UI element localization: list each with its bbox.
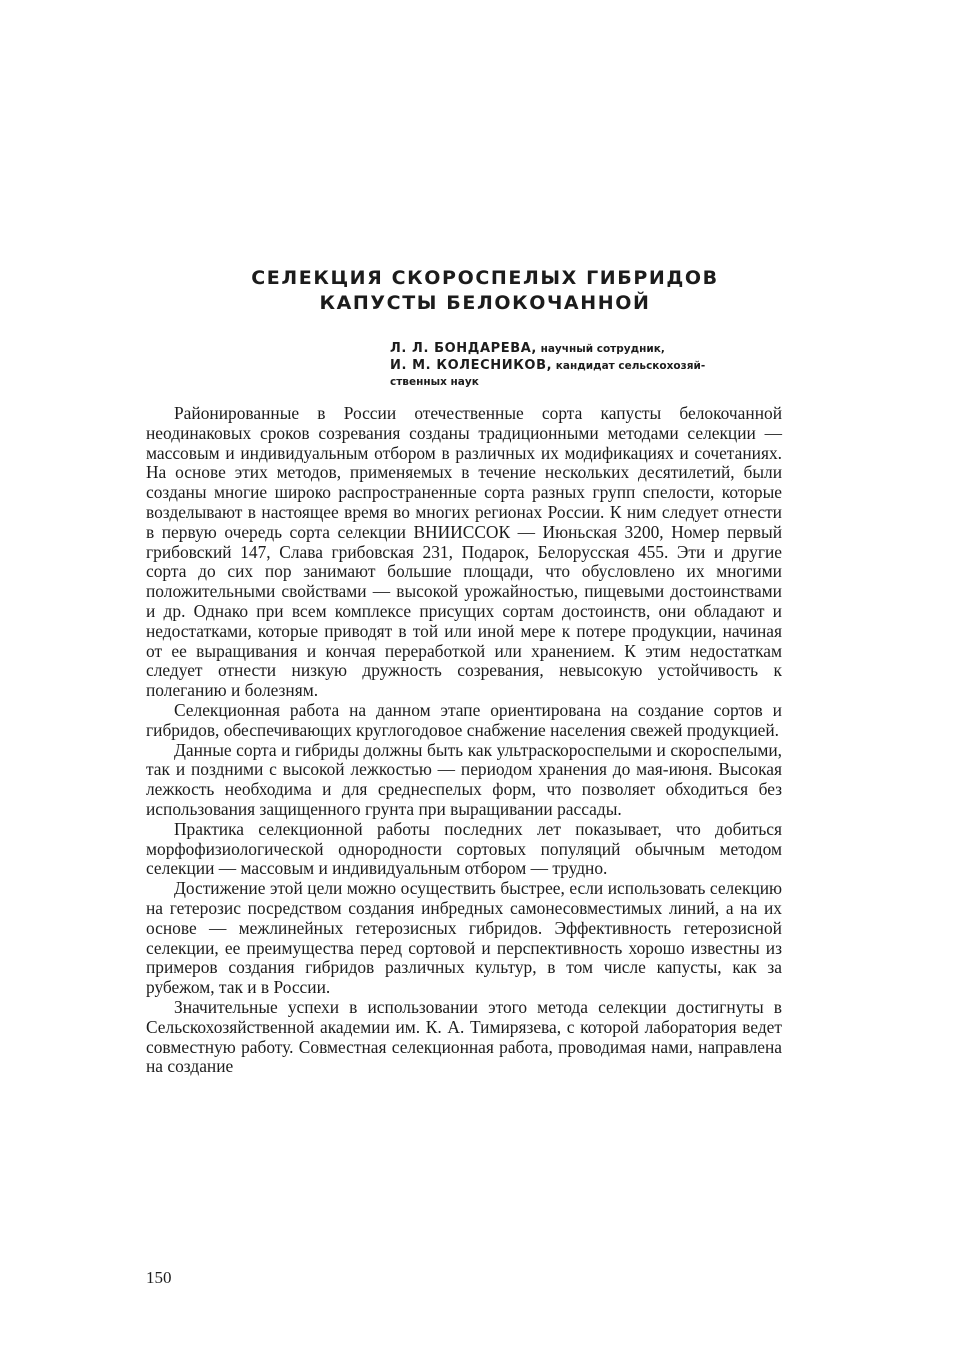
paragraph: Значительные успехи в использовании этого метода селекции достигнуты в Сельскохозяйственной академии им. К. А. Тимирязева, с которой лаборатория ведет совместную работу. Совместная селекционная работа, проводимая нами, направлена на создание [146, 996, 782, 1077]
author-role: научный сотрудник, [540, 343, 665, 355]
paragraph: Практика селекционной работы последних лет показывает, что добиться морфофизиологической однородности сортовых популяций обычным методом селекции — массовым и индивидуальным отбором — трудно. [146, 818, 782, 879]
author-line-2 [390, 357, 810, 374]
title-line-2: КАПУСТЫ БЕЛОКОЧАННОЙ [319, 292, 651, 314]
author-role-continuation: ственных наук [390, 376, 479, 388]
paragraph: Достижение этой цели можно осуществить быстрее, если использовать селекцию на гетерозис посредством создания инбредных самонесовместимых линий, а на их основе — межлинейных гетерозисных гибридов. Эффективность гетерозисной селекции, ее преимущества перед сортовой и перспективность хорошо известны из примеров создания гибридов различных культур, в том числе капусты, как за рубежом, так и в России. [146, 878, 782, 998]
article-body [146, 404, 782, 1077]
author-role: кандидат сельскохозяй- [555, 360, 706, 372]
title-line-1: СЕЛЕКЦИЯ СКОРОСПЕЛЫХ ГИБРИДОВ [251, 267, 719, 289]
paragraph: Данные сорта и гибриды должны быть как ультраскороспелыми и скороспелыми, так и поздними с высокой лежкостью — периодом хранения до мая-июня. Высокая лежкость необходима и для среднеспелых форм, что позволяет обходиться без использования защищенного грунта при выращивании рассады. [146, 739, 782, 819]
paragraph: Районированные в России отечественные сорта капусты белокочанной неодинаковых сроков созревания созданы традиционными методами селекции — массовым и индивидуальным отбором в различных их модификациях и сочетаниях. На основе этих методов, применяемых в течение нескольких десятилетий, были созданы многие широко распространенные сорта разных групп спелости, которые возделывают в настоящее время во многих регионах России. К ним следует отнести в первую очередь сорта селекции ВНИИССОК — Июньская 3200, Номер первый грибовский 147, Слава грибовская 231, Подарок, Белорусская 455. Эти и другие сорта до сих пор занимают большие площади, что обусловлено их многими положительными свойствами — высокой урожайностью, пищевыми достоинствами и др. Однако при всем комплексе присущих сортам достоинств, они обладают и недостатками, которые приводят в той или иной мере к потере продукции, начиная от ее выращивания и кончая переработкой или хранением. К этим недостаткам следует отнести низкую дружность созревания, невысокую устойчивость к полеганию и болезням. [146, 403, 782, 701]
paragraph: Селекционная работа на данном этапе ориентирована на создание сортов и гибридов, обеспечивающих круглогодовое снабжение населения свежей продукцией. [146, 699, 782, 740]
author-name: И. М. КОЛЕСНИКОВ, [390, 358, 553, 373]
author-block [390, 340, 810, 390]
author-line-1 [390, 340, 810, 357]
author-name: Л. Л. БОНДАРЕВА, [390, 341, 537, 356]
page-number: 150 [146, 1268, 172, 1287]
article-title [0, 266, 970, 316]
